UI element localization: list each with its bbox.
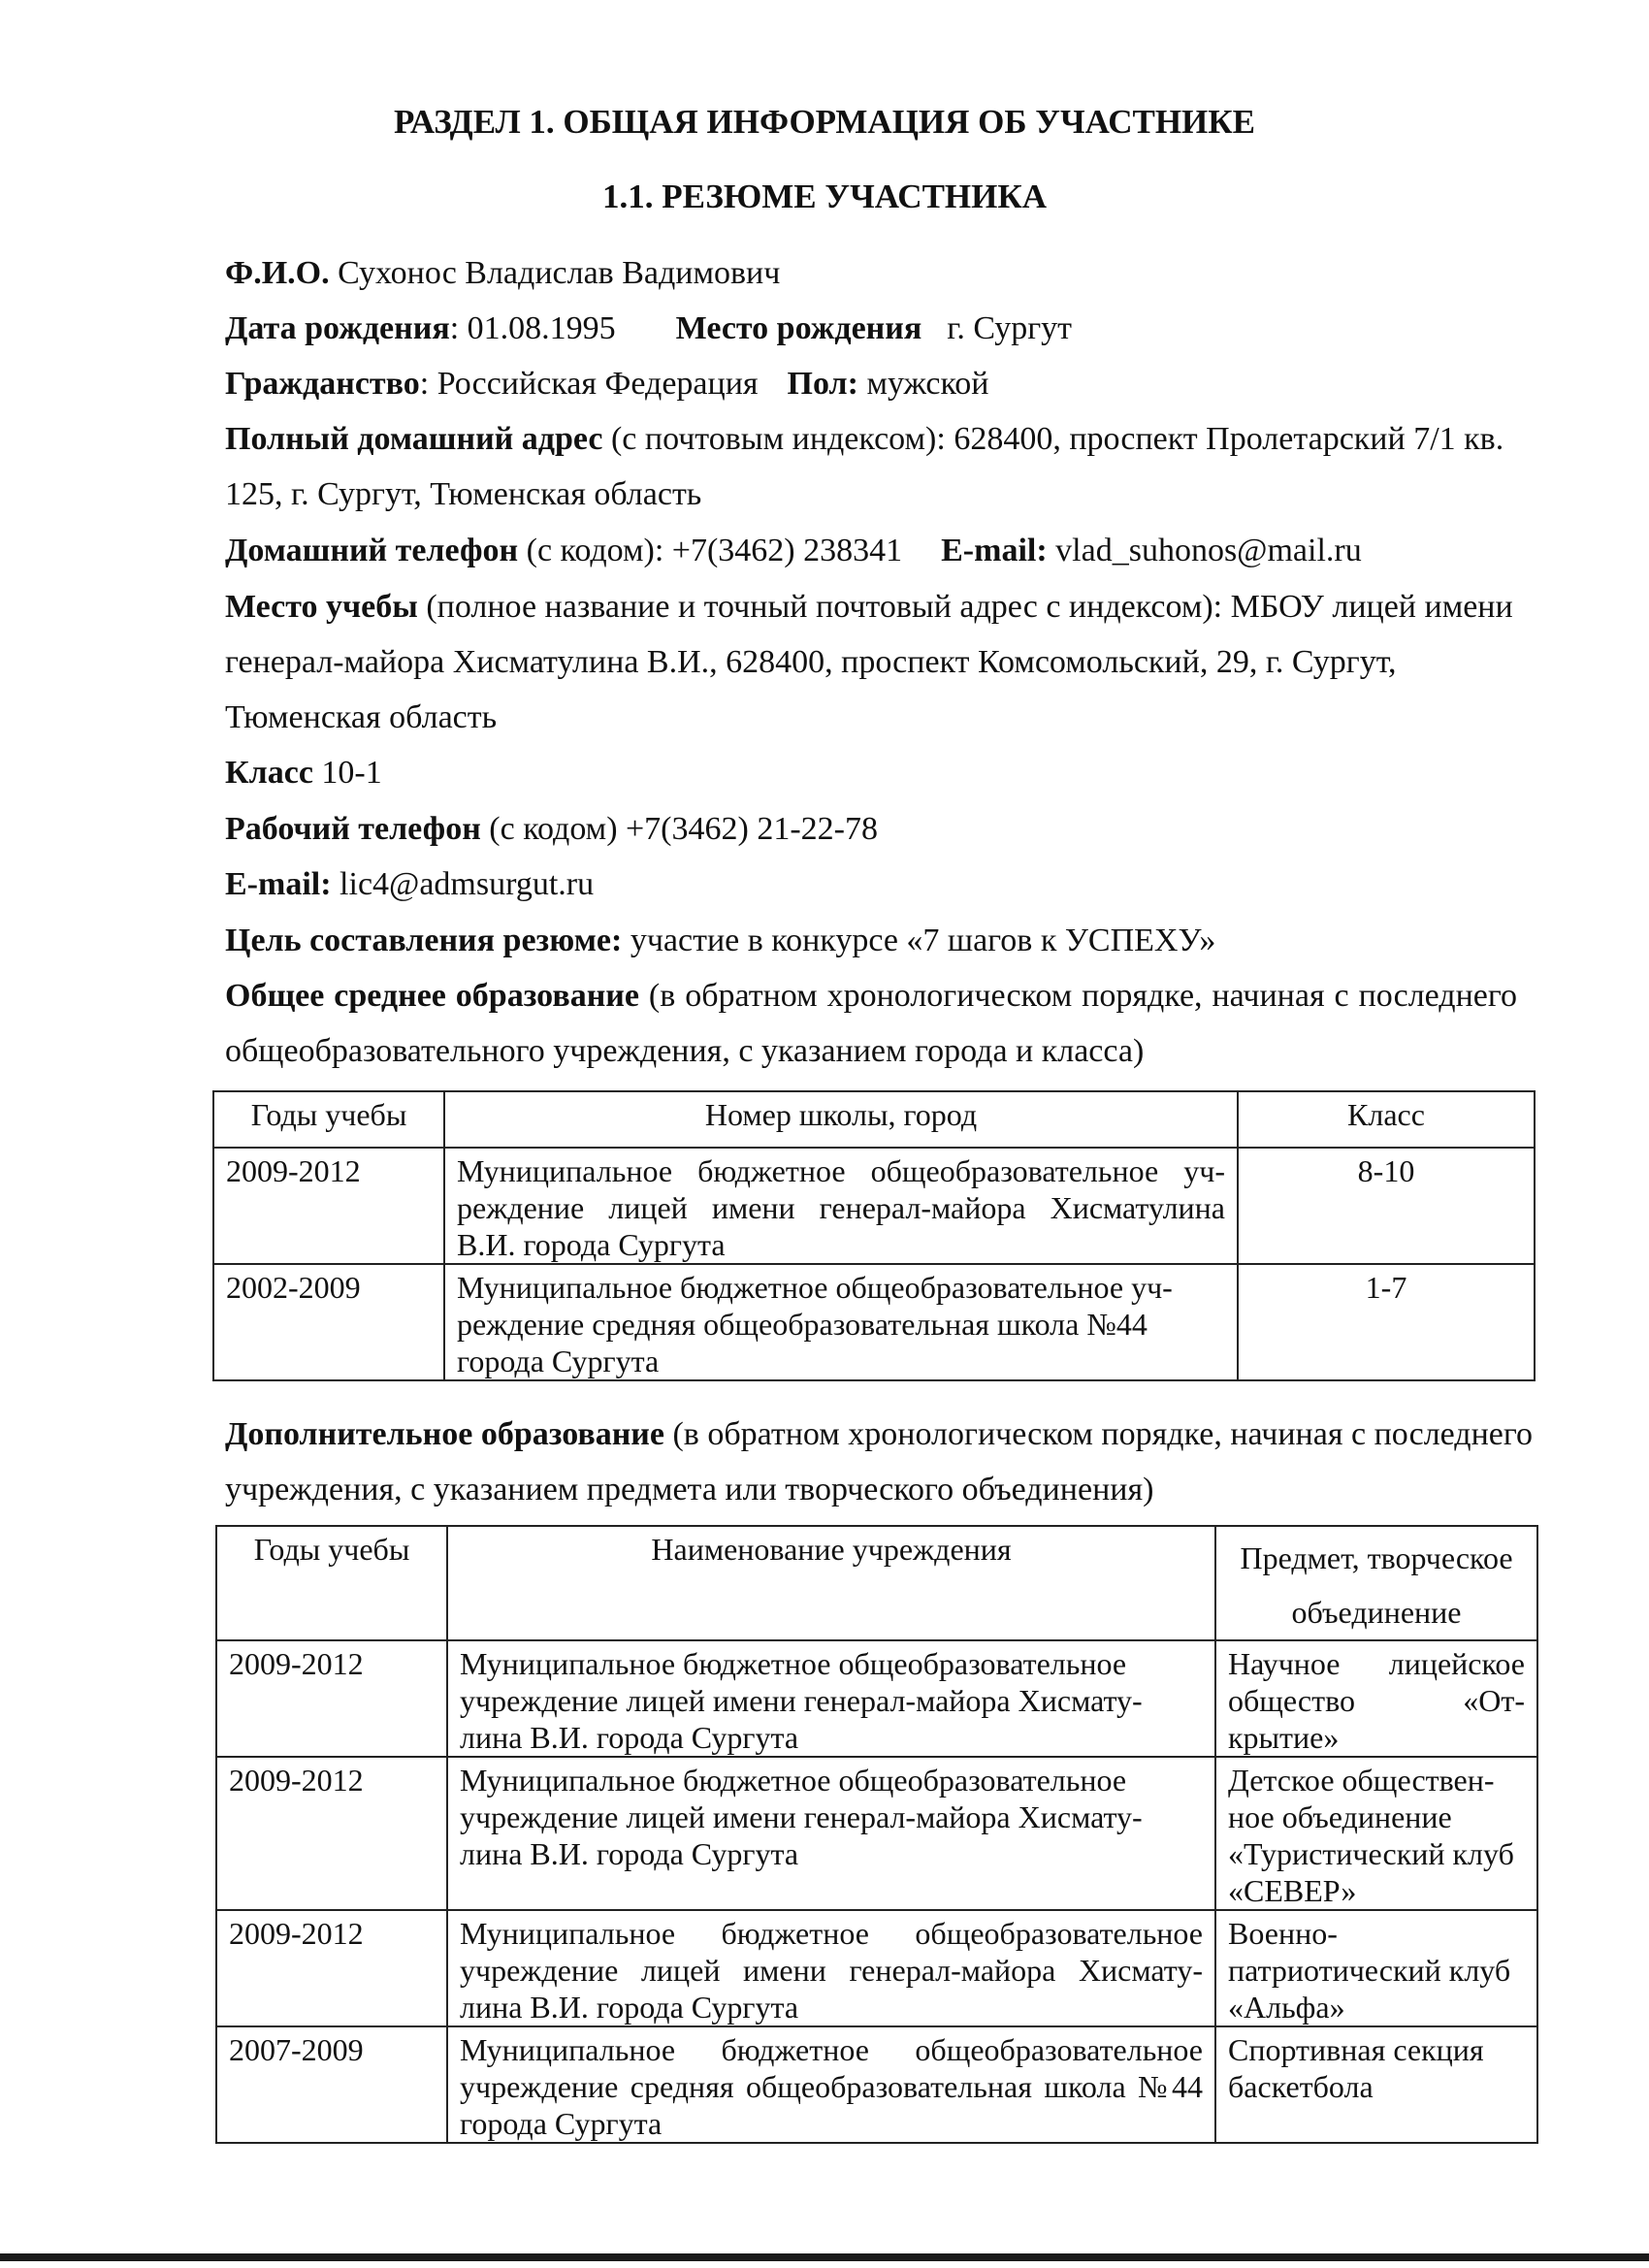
citizenship-value: : Российская Федерация [419,366,759,402]
table-row [216,1640,1537,1757]
scan-edge-line [0,2253,1649,2261]
cell-years: 2009-2012 [213,1148,444,1264]
cell-institution: Муниципальное бюджетное общеобразовательное учреждение средняя общеобразовательная школа №44 города Сургута [447,2026,1215,2143]
general-education-note: (в обратном хронологическом порядке, начиная с последнего [638,978,1517,1014]
home-email-label: E-mail: [941,533,1048,568]
address-note: (с почтовым индексом): [602,421,954,457]
purpose-value: участие в конкурсе «7 шагов к УСПЕХУ» [622,923,1216,958]
work-phone-label: Рабочий телефон [225,811,481,847]
table-row [216,2026,1537,2143]
home-phone-line [225,532,1362,570]
additional-education-intro-2: учреждения, с указанием предмета или творческого объединения) [225,1472,1154,1507]
work-email-label: E-mail: [225,866,332,902]
cell-years: 2007-2009 [216,2026,447,2143]
table-row [213,1148,1535,1264]
cell-grade: 8-10 [1238,1148,1535,1264]
study-place-line-3: Тюменская область [225,699,498,735]
column-header-grade: Класс [1238,1091,1535,1148]
general-education-intro-1 [225,977,1517,1016]
gender-value: мужской [857,366,989,402]
home-email-value: vlad_suhonos@mail.ru [1047,533,1362,568]
birth-date-value: : 01.08.1995 [449,310,616,346]
general-education-label: Общее среднее образование [225,978,639,1014]
home-phone-label: Домашний телефон [225,533,519,568]
cell-years: 2009-2012 [216,1757,447,1910]
table-row [213,1264,1535,1380]
cell-years: 2009-2012 [216,1910,447,2026]
cell-subject: Военно-патриотический клуб «Альфа» [1215,1910,1537,2026]
cell-subject: Научное лицейское общество «От-крытие» [1215,1640,1537,1757]
table-row [216,1757,1537,1910]
cell-years: 2002-2009 [213,1264,444,1380]
table-header-row [216,1526,1537,1640]
address-label: Полный домашний адрес [225,421,603,457]
table-header-row [213,1091,1535,1148]
cell-grade: 1-7 [1238,1264,1535,1380]
additional-education-label: Дополнительное образование [225,1416,664,1452]
additional-education-note: (в обратном хронологическом порядке, начиная с последнего [663,1416,1533,1452]
citizenship-line [225,365,988,404]
cell-years: 2009-2012 [216,1640,447,1757]
column-header-subject: Предмет, творческое объединение [1215,1526,1537,1640]
study-place-text-1: (полное название и точный почтовый адрес с индексом): МБОУ лицей имени [417,589,1513,625]
column-header-years: Годы учебы [216,1526,447,1640]
address-line-1 [225,420,1504,459]
subsection-title: 1.1. РЕЗЮМЕ УЧАСТНИКА [601,178,1048,215]
address-value-1: 628400, проспект Пролетарский 7/1 кв. [954,421,1504,457]
address-line-2: 125, г. Сургут, Тюменская область [225,476,702,512]
cell-subject: Спортивная секция баскетбола [1215,2026,1537,2143]
study-place-line-1 [225,588,1513,627]
birth-place-label: Место рождения [675,310,922,346]
study-place-line-2: генерал-майора Хисматулина В.И., 628400, проспект Комсомольский, 29, г. Сургут, [225,644,1397,680]
grade-value: 10-1 [312,755,382,791]
purpose-label: Цель составления резюме: [225,923,623,958]
grade-label: Класс [225,755,313,791]
cell-institution: Муниципальное бюджетное общеобразовательное учреждение лицей имени генерал-майора Хисмату-лина В.И. города Сургута [447,1640,1215,1757]
section-title: РАЗДЕЛ 1. ОБЩАЯ ИНФОРМАЦИЯ ОБ УЧАСТНИКЕ [393,103,1255,141]
cell-school: Муниципальное бюджетное общеобразовательное уч-реждение средняя общеобразовательная школа №44 города Сургута [444,1264,1238,1380]
cell-institution: Муниципальное бюджетное общеобразовательное учреждение лицей имени генерал-майора Хисмату-лина В.И. города Сургута [447,1757,1215,1910]
purpose-line [225,922,1215,960]
additional-education-table [215,1525,1538,2144]
home-phone-value: (с кодом): +7(3462) 238341 [518,533,903,568]
birth-date-label: Дата рождения [225,310,450,346]
fio-line [225,254,780,293]
column-header-school: Номер школы, город [444,1091,1238,1148]
study-place-label: Место учебы [225,589,418,625]
general-education-intro-2: общеобразовательного учреждения, с указанием города и класса) [225,1033,1145,1069]
cell-school: Муниципальное бюджетное общеобразовательное уч-реждение лицей имени генерал-майора Хисматулина В.И. города Сургута [444,1148,1238,1264]
birth-line [225,309,1072,348]
column-header-years: Годы учебы [213,1091,444,1148]
fio-value: Сухонос Владислав Вадимович [329,255,781,291]
gender-label: Пол: [787,366,858,402]
table-row [216,1910,1537,2026]
cell-institution: Муниципальное бюджетное общеобразовательное учреждение лицей имени генерал-майора Хисмату-лина В.И. города Сургута [447,1910,1215,2026]
work-phone-value: (с кодом) +7(3462) 21-22-78 [480,811,878,847]
general-education-table [212,1090,1536,1381]
cell-subject: Детское обществен-ное объединение «Туристический клуб «СЕВЕР» [1215,1757,1537,1910]
citizenship-label: Гражданство [225,366,420,402]
grade-line [225,754,382,793]
work-email-line [225,865,594,904]
fio-label: Ф.И.О. [225,255,330,291]
column-header-institution: Наименование учреждения [447,1526,1215,1640]
work-email-value: lic4@admsurgut.ru [331,866,595,902]
birth-place-value: г. Сургут [947,310,1072,346]
additional-education-intro-1 [225,1415,1533,1454]
work-phone-line [225,810,878,849]
